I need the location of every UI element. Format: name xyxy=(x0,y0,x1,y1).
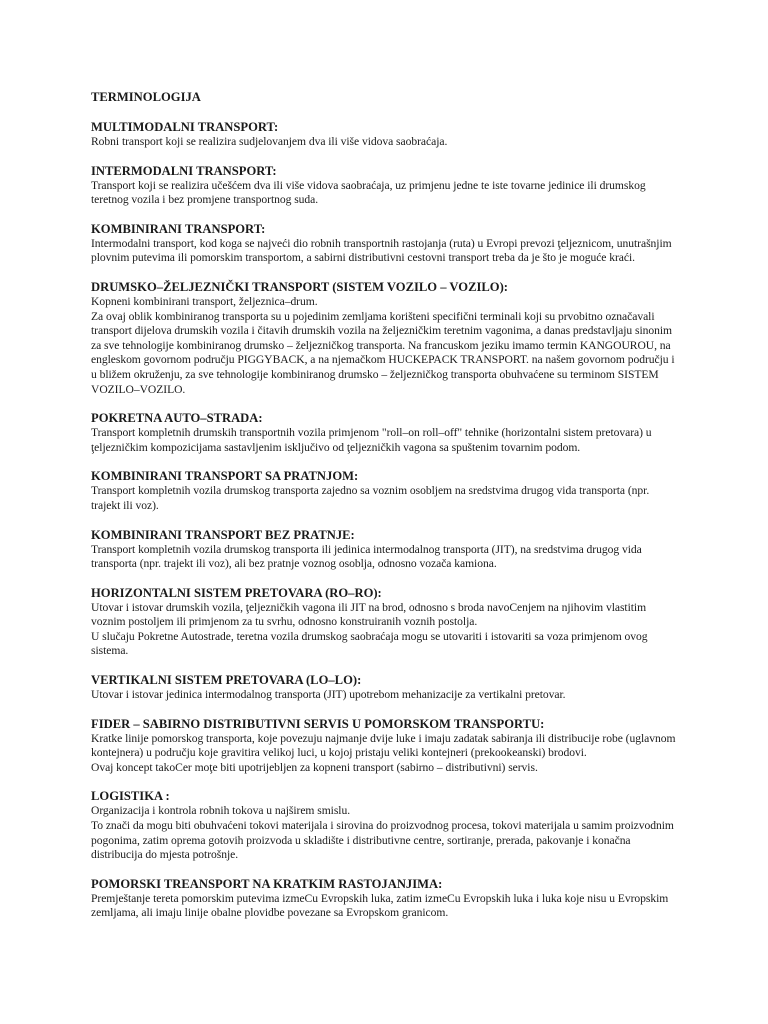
section-paragraph: U slučaju Pokretne Autostrade, teretna vozila drumskog saobraćaja mogu se utovariti i istovariti sa voza primjenom ovog sistema. xyxy=(91,629,648,658)
section-heading: MULTIMODALNI TRANSPORT: xyxy=(91,120,279,134)
section-paragraph: Za ovaj oblik kombiniranog transporta su u pojedinim zemljama korišteni specifični terminali koji su prvobitno označavali transport dijelova drumskih vozila i čitavih drumskih vozila na željezničkim teretnim vagonima, a danas predstavljaju sinonim za sve tehnologije kombiniranog drumsko – željezničkog transporta. Na francuskom jeziku imamo termin KANGOUROU, na engleskom govornom području PIGGYBACK, a na njemačkom HUCKEPACK TRANSPORT. na našem govornom području i u bližem okruženju, za sve tehnologije kombiniranog drumsko – željezničkog transporta obuhvaćene su terminom SISTEM VOZILO–VOZILO. xyxy=(91,309,675,396)
section-paragraph: Robni transport koji se realizira sudjelovanjem dva ili više vidova saobraćaja. xyxy=(91,135,448,148)
section-heading: KOMBINIRANI TRANSPORT BEZ PRATNJE: xyxy=(91,527,355,542)
section-paragraph: Transport koji se realizira učešćem dva ili više vidova saobraćaja, uz primjenu jedne te iste tovarne jedinice ili drumskog teretnog vozila i bez promjene transportnog suda. xyxy=(91,178,646,207)
section-paragraph: Transport kompletnih vozila drumskog transporta ili jedinica intermodalnog transporta (JIT), na sredstvima drugog vida transporta (npr. trajekt ili voz), ali bez pratnje voznog osoblja, odnosno vozača kamiona. xyxy=(91,542,642,571)
section-paragraph: Transport kompletnih drumskih transportnih vozila primjenom "roll–on roll–off" tehnike (horizontalni sistem pretovara) u ţeljezničkim kompozicijama sastavljenim isključivo od ţeljezničkih vagona sa spuštenim tovarnim podom. xyxy=(91,426,652,454)
section-heading: KOMBINIRANI TRANSPORT SA PRATNJOM: xyxy=(91,469,359,484)
section-paragraph: Utovar i istovar drumskih vozila, ţeljezničkih vagona ili JIT na brod, odnosno s broda navoCenjem na njihovim vlastitim voznim postoljem ili primjenom za tu svrhu, odnosno konstruiranih voznih postolja. xyxy=(91,600,647,629)
section-paragraph: Kratke linije pomorskog transporta, koje povezuju najmanje dvije luke i imaju zadatak sabiranja ili distribucije robe (uglavnom kontejnera) u području koje gravitira velikoj luci, u kojoj pristaju veliki kontejneri (prekookeanski) brodovi. xyxy=(91,731,676,760)
section-paragraph: Utovar i istovar jedinica intermodalnog transporta (JIT) upotrebom mehanizacije za vertikalni pretovar. xyxy=(91,688,566,702)
section-pomorski xyxy=(91,877,681,921)
section-drumsko-zeljeznicki xyxy=(91,280,681,397)
section-paragraph: Ovaj koncept takoCer moţe biti upotrijebljen za kopneni transport (sabirno – distributivni) servis. xyxy=(91,760,538,774)
section-paragraph: To znači da mogu biti obuhvaćeni tokovi materijala i sirovina do proizvodnog procesa, tokovi materijala u samim proizvodnim pogonima, zatim oprema gotovih proizvoda u skladište i distributivne centre, sortiranje, prerada, pakovanje i konačna distribucija do mjesta potrošnje. xyxy=(91,819,674,862)
section-paragraph: Intermodalni transport, kod koga se najveći dio robnih transportnih rastojanja (ruta) u Evropi prevozi ţeljeznicom, unutrašnjim plovnim putevima ili pomorskim transportom, a sabirni distributivni cestovni transport treba da je što je moguće kraći. xyxy=(91,236,672,265)
section-heading: POMORSKI TREANSPORT NA KRATKIM RASTOJANJIMA: xyxy=(91,876,443,891)
section-paragraph: Premještanje tereta pomorskim putevima izmeCu Evropskih luka, zatim izmeCu Evropskih luka i luka koje nisu u Evropskim zemljama, ali imaju linije obalne plovidbe povezane sa Evropskom granicom. xyxy=(91,891,669,920)
section-horizontalni xyxy=(91,586,681,659)
document-title: TERMINOLOGIJA xyxy=(91,90,201,104)
document-page xyxy=(91,90,681,935)
section-heading: DRUMSKO–ŽELJEZNIČKI TRANSPORT (SISTEM VOZILO – VOZILO): xyxy=(91,279,508,294)
section-logistika xyxy=(91,789,681,862)
section-intermodalni xyxy=(91,164,681,208)
section-paragraph: Kopneni kombinirani transport, željeznica–drum. xyxy=(91,294,318,308)
section-paragraph: Organizacija i kontrola robnih tokova u najširem smislu. xyxy=(91,804,351,818)
section-heading: POKRETNA AUTO–STRADA: xyxy=(91,411,263,426)
section-pokretna-autostrada xyxy=(91,411,681,455)
section-fider xyxy=(91,717,681,776)
section-bez-pratnje xyxy=(91,528,681,572)
section-heading: LOGISTIKA : xyxy=(91,789,170,804)
section-kombinirani xyxy=(91,222,681,266)
section-paragraph: Transport kompletnih vozila drumskog transporta zajedno sa voznim osobljem na sredstvima drugog vida transporta (npr. trajekt ili voz). xyxy=(91,484,650,512)
section-heading: KOMBINIRANI TRANSPORT: xyxy=(91,221,266,236)
section-vertikalni xyxy=(91,673,681,703)
section-heading: FIDER – SABIRNO DISTRIBUTIVNI SERVIS U POMORSKOM TRANSPORTU: xyxy=(91,716,545,731)
section-heading: INTERMODALNI TRANSPORT: xyxy=(91,163,277,178)
section-heading: VERTIKALNI SISTEM PRETOVARA (LO–LO): xyxy=(91,673,362,688)
section-multimodalni xyxy=(91,120,681,150)
section-sa-pratnjom xyxy=(91,469,681,513)
section-heading: HORIZONTALNI SISTEM PRETOVARA (RO–RO): xyxy=(91,585,382,600)
